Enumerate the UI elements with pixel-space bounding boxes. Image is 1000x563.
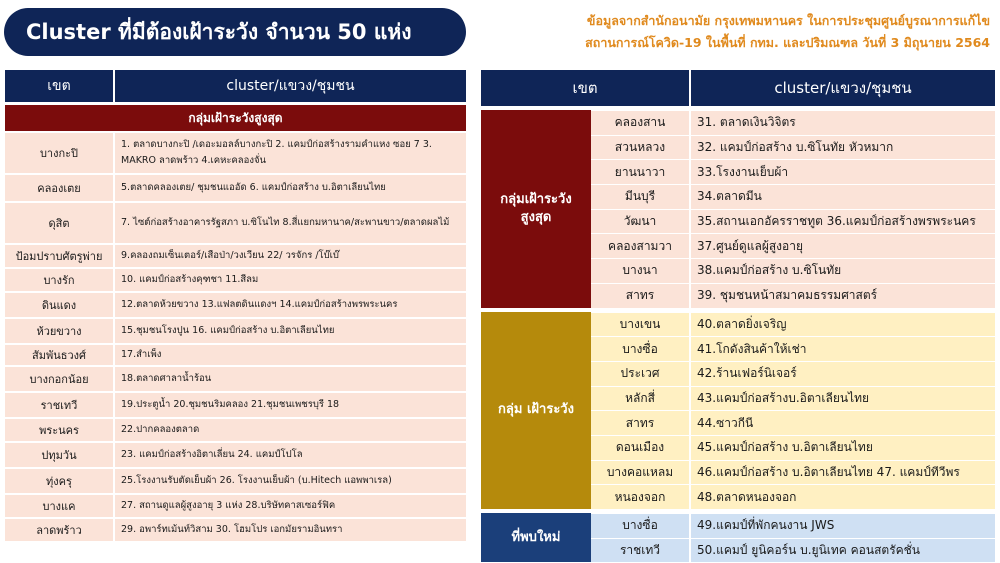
table-row [591,110,995,135]
right-col-district-header: เขต [481,70,691,106]
cluster-cell: 23. แคมป์ก่อสร้างอิตาเลี่ยน 24. แคมป์โปโล [121,449,303,460]
district-cell: บางแค [5,495,115,517]
cluster-cell: 18.ตลาดศาลาน้ำร้อน [121,373,212,384]
district-cell: บางกอกน้อย [5,367,115,391]
source-line-1: ข้อมูลจากสำนักอนามัย กรุงเทพมหานคร ในการประชุมศูนย์บูรณาการแก้ไข [586,13,990,28]
group-label: กลุ่มเฝ้าระวังสูงสุด [481,110,591,308]
district-cell: คลองสาน [591,111,691,135]
table-row [5,131,466,173]
district-cell: ดินแดง [5,293,115,317]
table-row [591,233,995,258]
cluster-cell: 50.แคมป์ ยูนิคอร์น บ.ยูนิเทค คอนสตรัคชั่น [697,543,921,558]
table-row [5,417,466,441]
cluster-cell: 9.คลองถมเซ็นเตอร์/เสือป่า/วงเวียน 22/ วรจักร /โบ๊เบ๊ [121,250,339,261]
district-cell: ทุ่งครุ [5,469,115,493]
district-cell: วัฒนา [591,210,691,234]
district-cell: คลองสามวา [591,234,691,258]
table-row [591,484,995,509]
group-label: ที่พบใหม่ [481,513,591,562]
risk-group [481,110,995,308]
table-row [591,283,995,308]
cluster-cell: 46.แคมป์ก่อสร้าง บ.อิตาเลียนไทย 47. แคมป์ทีวีพร [697,464,960,479]
table-row [591,386,995,411]
district-cell: คลองเตย [5,175,115,201]
district-cell: ปทุมวัน [5,443,115,467]
table-row [5,517,466,541]
district-cell: บางคอแหลม [591,461,691,485]
table-row [591,410,995,435]
table-row [591,435,995,460]
left-col-district-header: เขต [5,70,115,102]
table-row [5,493,466,517]
cluster-cell: 45.แคมป์ก่อสร้าง บ.อิตาเลียนไทย [697,440,873,455]
table-row [5,343,466,365]
cluster-cell: 5.ตลาดคลองเตย/ ชุมชนแออัด 6. แคมป์ก่อสร้าง บ.อิตาเลียนไทย [121,182,386,193]
district-cell: ดอนเมือง [591,436,691,460]
cluster-cell: 39. ชุมชนหน้าสมาคมธรรมศาสตร์ [697,288,878,303]
table-row [591,135,995,160]
district-cell: ป้อมปราบศัตรูพ่าย [5,245,115,267]
table-row [5,317,466,343]
district-cell: ประเวศ [591,362,691,386]
table-row [591,159,995,184]
cluster-cell: 42.ร้านเฟอร์นิเจอร์ [697,366,797,381]
cluster-cell: 49.แคมป์ที่พักคนงาน JWS [697,518,835,533]
page-title: Cluster ที่มีต้องเฝ้าระวัง จำนวน 50 แห่ง [4,8,466,56]
district-cell: ยานนาวา [591,160,691,184]
left-table-header [5,70,466,102]
table-row [5,267,466,291]
district-cell: พระนคร [5,419,115,441]
table-row [5,391,466,417]
table-row [591,312,995,337]
table-row [5,365,466,391]
right-col-cluster-header: cluster/แขวง/ชุมชน [774,79,912,97]
district-cell: ลาดพร้าว [5,519,115,541]
district-cell: ห้วยขวาง [5,319,115,343]
cluster-cell: 1. ตลาดบางกะปิ /เดอะมอลล์บางกะปิ 2. แคมป์ก่อสร้างรามคำแหง ซอย 7 3. MAKRO ลาดพร้าว 4.เคหะคลองจั่น [121,139,432,166]
district-cell: บางนา [591,259,691,283]
risk-group [481,513,995,562]
right-table-body [481,110,995,562]
table-row [591,184,995,209]
district-cell: มีนบุรี [591,185,691,209]
district-cell: สัมพันธวงศ์ [5,345,115,365]
cluster-cell: 48.ตลาดหนองจอก [697,489,797,504]
cluster-cell: 29. อพาร์ทเม้นท์วิสาม 30. โฮมโปร เอกมัยรามอินทรา [121,524,343,535]
cluster-cell: 22.ปากคลองตลาด [121,424,200,435]
risk-group [481,312,995,510]
table-row [5,291,466,317]
district-cell: สาทร [591,284,691,308]
cluster-cell: 41.โกดังสินค้าให้เช่า [697,341,807,356]
cluster-cell: 27. สถานดูแลผู้สูงอายุ 3 แห่ง 28.บริษัทคาสเซอร์ฟิค [121,500,336,511]
district-cell: บางกะปิ [5,133,115,173]
table-row [5,467,466,493]
district-cell: บางซื่อ [591,514,691,538]
cluster-cell: 44.ซาวกีนี [697,415,754,430]
table-row [591,258,995,283]
source-line-2: สถานการณ์โควิด-19 ในพื้นที่ กทม. และปริมณฑล วันที่ 3 มิถุนายน 2564 [585,35,990,50]
source-note [490,10,990,54]
cluster-cell: 43.แคมป์ก่อสร้างบ.อิตาเลียนไทย [697,390,870,405]
group-label: กลุ่ม เฝ้าระวัง [481,312,591,510]
table-row [5,173,466,201]
district-cell: บางซื่อ [591,337,691,361]
district-cell: หนองจอก [591,485,691,509]
cluster-cell: 34.ตลาดมีน [697,189,762,204]
right-table-header [481,70,995,106]
table-row [5,243,466,267]
cluster-cell: 35.สถานเอกอัครราชทูต 36.แคมป์ก่อสร้างพรพระนคร [697,214,976,229]
district-cell: สวนหลวง [591,136,691,160]
table-row [5,201,466,243]
cluster-cell: 7. ไซต์ก่อสร้างอาคารรัฐสภา บ.ซิโนไท 8.สี่แยกมหานาค/สะพานขาว/ตลาดผลไม้ [121,217,450,228]
district-cell: สาทร [591,411,691,435]
cluster-cell: 38.แคมป์ก่อสร้าง บ.ซิโนทัย [697,263,842,278]
cluster-cell: 40.ตลาดยิ่งเจริญ [697,316,787,331]
district-cell: บางเขน [591,313,691,337]
district-cell: หลักสี่ [591,387,691,411]
left-col-cluster-header: cluster/แขวง/ชุมชน [226,78,355,94]
table-row [591,336,995,361]
district-cell: ราชเทวี [5,393,115,417]
cluster-cell: 15.ชุมชนโรงปูน 16. แคมป์ก่อสร้าง บ.อิตาเลียนไทย [121,325,335,336]
right-cluster-table [481,70,995,562]
cluster-cell: 19.ประตูน้ำ 20.ชุมชนริมคลอง 21.ชุมชนเพชรบุรี 18 [121,399,340,410]
table-row [591,538,995,563]
cluster-cell: 31. ตลาดเงินวิจิตร [697,115,796,130]
table-row [5,441,466,467]
cluster-cell: 33.โรงงานเย็บผ้า [697,164,789,179]
cluster-cell: 25.โรงงานรับตัดเย็บผ้า 26. โรงงานเย็บผ้า (บ.Hitech แอพพาเรล) [121,475,392,486]
highest-watch-band: กลุ่มเฝ้าระวังสูงสุด [5,105,466,131]
district-cell: ดุสิต [5,203,115,243]
table-row [591,209,995,234]
cluster-cell: 10. แคมป์ก่อสร้างคุฑชา 11.สีลม [121,274,259,285]
left-cluster-table [5,70,466,541]
table-row [591,460,995,485]
cluster-cell: 37.ศูนย์ดูแลผู้สูงอายุ [697,238,804,253]
cluster-cell: 32. แคมป์ก่อสร้าง บ.ซิโนทัย หัวหมาก [697,140,894,155]
table-row [591,361,995,386]
cluster-cell: 12.ตลาดห้วยขวาง 13.แฟลตดินแดงฯ 14.แคมป์ก่อสร้างพรพระนคร [121,299,398,310]
cluster-cell: 17.สำเพ็ง [121,349,162,360]
table-row [591,513,995,538]
district-cell: บางรัก [5,269,115,291]
left-table-body [5,131,466,541]
district-cell: ราชเทวี [591,539,691,563]
